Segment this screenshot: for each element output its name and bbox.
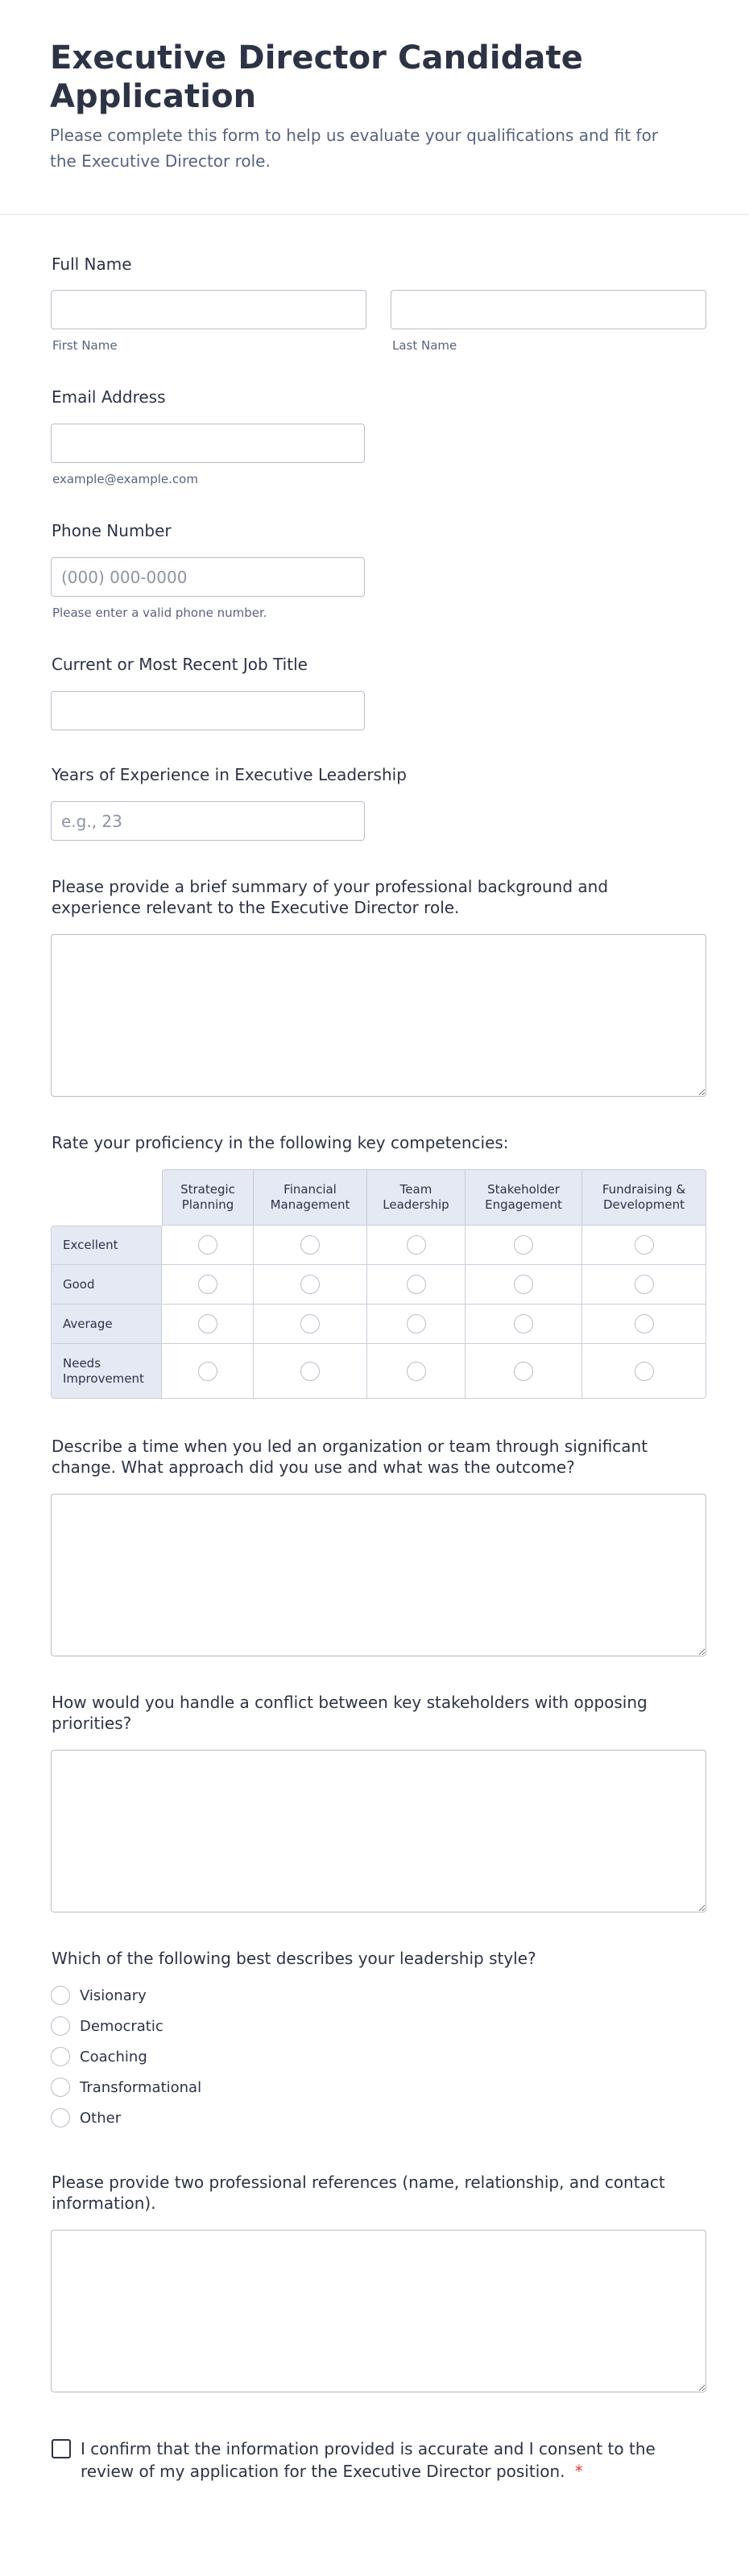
matrix-radio[interactable] [300,1362,320,1381]
matrix-col-stakeholder-engagement: Stakeholder Engagement [466,1169,582,1226]
phone-label: Phone Number [52,521,172,540]
email-input[interactable] [51,424,365,463]
conflict-label: How would you handle a conflict between key stakeholders with opposing priorities? [52,1693,648,1733]
leadership-style-label: Which of the following best describes your leadership style? [52,1949,536,1968]
matrix-radio[interactable] [514,1275,533,1294]
radio-circle[interactable] [51,2108,70,2127]
references-textarea[interactable] [51,2230,706,2392]
radio-option-coaching[interactable] [51,2041,705,2072]
phone-field [51,520,705,620]
matrix-radio[interactable] [198,1314,217,1333]
matrix-col-team-leadership: Team Leadership [367,1169,466,1226]
matrix-radio[interactable] [635,1235,654,1255]
experience-input[interactable] [51,801,365,841]
matrix-row-label: Excellent [51,1226,162,1265]
matrix-cell [582,1305,706,1344]
job-title-input[interactable] [51,691,365,730]
matrix-radio[interactable] [514,1362,533,1381]
change-field [51,1436,705,1656]
conflict-field [51,1692,705,1912]
summary-textarea[interactable] [51,934,706,1097]
matrix-cell [582,1344,706,1399]
name-row [51,290,705,353]
phone-sublabel: Please enter a valid phone number. [52,606,267,620]
matrix-radio[interactable] [407,1275,426,1294]
job-title-label: Current or Most Recent Job Title [52,655,308,674]
matrix-radio[interactable] [198,1235,217,1255]
matrix-row-needs-improvement [51,1344,706,1399]
matrix-cell [466,1344,582,1399]
matrix-cell [466,1265,582,1305]
matrix-col-fundraising-development: Fundraising & Development [582,1169,706,1226]
matrix-cell [162,1226,254,1265]
radio-option-transformational[interactable] [51,2072,705,2103]
matrix-cell [367,1344,466,1399]
summary-label: Please provide a brief summary of your professional background and experience relevant to the Executive Director role. [52,877,609,917]
matrix-radio[interactable] [635,1275,654,1294]
matrix-row-label: Needs Improvement [51,1344,162,1399]
leadership-style-options [51,1980,705,2133]
radio-circle[interactable] [51,1986,70,2005]
page-title: Executive Director Candidate Application [50,39,583,115]
matrix-radio[interactable] [407,1314,426,1333]
matrix-row-excellent [51,1226,706,1265]
matrix-cell [582,1226,706,1265]
matrix-cell [367,1265,466,1305]
first-name-sublabel: First Name [52,338,118,353]
radio-label: Visionary [80,1987,147,2004]
consent-text-wrap [81,2437,662,2483]
competencies-field [51,1132,705,1399]
matrix-cell [254,1344,367,1399]
matrix-radio[interactable] [635,1314,654,1333]
matrix-radio[interactable] [198,1362,217,1381]
matrix-radio[interactable] [407,1362,426,1381]
matrix-radio[interactable] [198,1275,217,1294]
matrix-radio[interactable] [514,1235,533,1255]
matrix-col-financial-management: Financial Management [254,1169,367,1226]
radio-label: Transformational [80,2078,202,2096]
radio-label: Other [80,2109,122,2127]
matrix-cell [582,1265,706,1305]
page-subtitle: Please complete this form to help us evaluate your qualifications and fit for the Executive Director role. [50,126,659,171]
form-header [0,0,749,215]
matrix-radio[interactable] [300,1235,320,1255]
matrix-radio[interactable] [514,1314,533,1333]
matrix-row-average [51,1305,706,1344]
matrix-cell [466,1226,582,1265]
references-field [51,2172,705,2392]
matrix-row-good [51,1265,706,1305]
application-form [0,254,749,2483]
matrix-cell [367,1305,466,1344]
phone-input[interactable] [51,557,365,597]
matrix-cell [466,1305,582,1344]
summary-field [51,876,705,1097]
matrix-cell [162,1265,254,1305]
radio-label: Coaching [80,2048,147,2065]
leadership-style-field [51,1948,705,2133]
job-title-field [51,654,705,730]
matrix-corner [51,1169,162,1226]
last-name-col [391,290,706,353]
matrix-row-label: Good [51,1265,162,1305]
experience-label: Years of Experience in Executive Leadership [52,765,407,784]
matrix-radio[interactable] [300,1314,320,1333]
matrix-cell [162,1344,254,1399]
first-name-input[interactable] [51,290,366,329]
radio-circle[interactable] [51,2047,70,2066]
matrix-radio[interactable] [407,1235,426,1255]
matrix-cell [254,1226,367,1265]
radio-circle[interactable] [51,2016,70,2036]
matrix-cell [367,1226,466,1265]
full-name-label: Full Name [52,254,132,274]
matrix-radio[interactable] [300,1275,320,1294]
matrix-col-strategic-planning: Strategic Planning [162,1169,254,1226]
matrix-cell [254,1305,367,1344]
email-label: Email Address [52,387,166,407]
first-name-col [51,290,366,353]
email-field [51,387,705,486]
email-sublabel: example@example.com [52,472,198,486]
radio-label: Democratic [80,2017,163,2035]
radio-option-visionary[interactable] [51,1980,705,2011]
matrix-cell [162,1305,254,1344]
consent-label[interactable] [50,2437,662,2483]
consent-text: I confirm that the information provided is accurate and I consent to the review of my application for the Executive Director position. [81,2439,656,2481]
last-name-input[interactable] [391,290,706,329]
competencies-label: Rate your proficiency in the following key competencies: [52,1133,509,1152]
radio-circle[interactable] [51,2078,70,2097]
matrix-cell [254,1265,367,1305]
required-mark: * [574,2462,583,2481]
conflict-textarea[interactable] [51,1750,706,1912]
consent-field [50,2437,705,2483]
last-name-sublabel: Last Name [392,338,457,353]
experience-field [51,764,705,841]
matrix-row-label: Average [51,1305,162,1344]
competency-matrix [51,1169,706,1399]
radio-option-other[interactable] [51,2103,705,2133]
change-textarea[interactable] [51,1494,706,1656]
consent-checkbox[interactable] [52,2439,71,2458]
references-label: Please provide two professional references (name, relationship, and contact information). [52,2173,665,2213]
change-label: Describe a time when you led an organization or team through significant change. What approach did you use and what was the outcome? [52,1437,648,1477]
radio-option-democratic[interactable] [51,2011,705,2041]
matrix-radio[interactable] [635,1362,654,1381]
full-name-field [51,254,705,353]
